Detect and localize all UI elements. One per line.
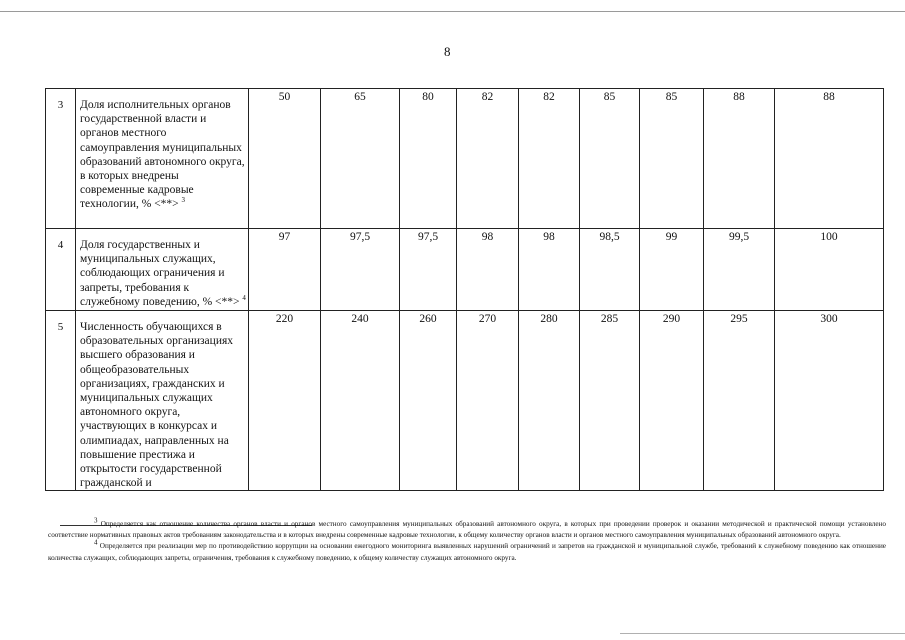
value-text: 98: [481, 231, 494, 243]
value-text: 300: [820, 313, 838, 325]
indicator-cell: [76, 89, 249, 229]
value-text: 97: [278, 231, 291, 243]
value-cell: [457, 229, 519, 311]
value-cell: [704, 311, 775, 491]
value-text: 100: [820, 231, 838, 243]
value-text: 50: [278, 91, 291, 103]
value-text: 80: [422, 91, 434, 103]
value-cell: [640, 89, 704, 229]
value-text: 270: [478, 313, 497, 325]
footnote-ref: 3: [181, 196, 186, 205]
value-text: 280: [540, 313, 558, 325]
value-cell: [775, 229, 884, 311]
row-number: 3: [46, 89, 76, 229]
value-cell: [775, 311, 884, 491]
footnote-4: [48, 541, 886, 563]
value-text: 88: [733, 91, 745, 103]
value-text: 85: [603, 91, 616, 103]
value-text: 99,5: [728, 231, 750, 243]
value-text: 97,5: [417, 231, 439, 243]
value-cell: [249, 89, 321, 229]
value-cell: [321, 229, 400, 311]
scan-bottom-edge-line: [620, 633, 905, 634]
value-text: 260: [419, 313, 437, 325]
value-text: 85: [665, 91, 678, 103]
table-row: [46, 311, 884, 491]
footnote-mark: 3: [94, 516, 98, 525]
indicator-cell: [76, 311, 249, 491]
value-text: 82: [543, 91, 555, 103]
indicator-description: Доля исполнительных органов государственной власти и органов местного самоуправления муниципальных образований автономного округа, в которых внедрены современные кадровые технологии, % <**>: [80, 99, 245, 211]
value-text: 99: [665, 231, 678, 243]
value-cell: [580, 229, 640, 311]
value-cell: [580, 89, 640, 229]
row-number: 5: [46, 311, 76, 491]
value-text: 98,5: [599, 231, 620, 243]
value-cell: [519, 311, 580, 491]
table-row: [46, 89, 884, 229]
footnote-text: Определяется как отношение количества органов власти и органов местного самоуправления муниципальных образований автономного округа, в которых при проведении проверок и оказании методической и практической помощи установлено соответствие нормативных правовых актов требованиям законодательства и в которых внедрены современные кадровые технологии, к общему количеству органов власти и органов местного самоуправления муниципальных образований автономного округа.: [48, 520, 886, 540]
footnote-mark: 4: [94, 539, 98, 548]
footnote-text: Определяется при реализации мер по противодействию коррупции на основании ежегодного мониторинга выявленных нарушений ограничений и запретов на гражданской и муниципальной службе, требований к служебному поведению как отношение количества служащих, соблюдающих запреты, ограничения, требования к служебному поведению, к общему количеству служащих автономного округа.: [48, 542, 886, 562]
value-cell: [519, 229, 580, 311]
table-row: [46, 229, 884, 311]
value-text: 290: [662, 313, 681, 325]
value-cell: [640, 229, 704, 311]
value-text: 295: [730, 313, 748, 325]
indicator-description: Доля государственных и муниципальных служащих, соблюдающих ограничения и запреты, требования к служебному поведению, % <**>: [80, 239, 240, 308]
value-cell: [519, 89, 580, 229]
value-text: 97,5: [349, 231, 371, 243]
indicator-cell: [76, 229, 249, 311]
value-text: 65: [354, 91, 366, 103]
value-text: 88: [823, 91, 835, 103]
footnote-ref: 4: [242, 293, 246, 302]
value-text: 220: [275, 313, 294, 325]
row-number: 4: [46, 229, 76, 311]
value-cell: [580, 311, 640, 491]
page-number: 8: [444, 44, 451, 59]
value-text: 82: [481, 91, 494, 103]
value-text: 285: [600, 313, 619, 325]
value-text: 98: [543, 231, 555, 243]
footnote-3: [48, 516, 886, 541]
value-cell: [249, 311, 321, 491]
indicators-table: [45, 88, 884, 491]
value-cell: [400, 89, 457, 229]
value-cell: [249, 229, 321, 311]
value-cell: [321, 89, 400, 229]
value-cell: [640, 311, 704, 491]
value-cell: [704, 229, 775, 311]
footnotes: [48, 516, 886, 564]
scan-top-edge-line: [0, 11, 905, 12]
value-cell: [457, 311, 519, 491]
value-cell: [400, 229, 457, 311]
value-cell: [704, 89, 775, 229]
value-cell: [775, 89, 884, 229]
value-cell: [457, 89, 519, 229]
indicator-description: Численность обучающихся в образовательных организациях высшего образования и общеобразовательных организациях, гражданских и муниципальных служащих автономного округа, участвующих в конкурсах и олимпиадах, направленных на повышение престижа и открытости государственной гражданской и: [80, 321, 234, 490]
value-cell: [321, 311, 400, 491]
value-text: 240: [351, 313, 369, 325]
value-cell: [400, 311, 457, 491]
